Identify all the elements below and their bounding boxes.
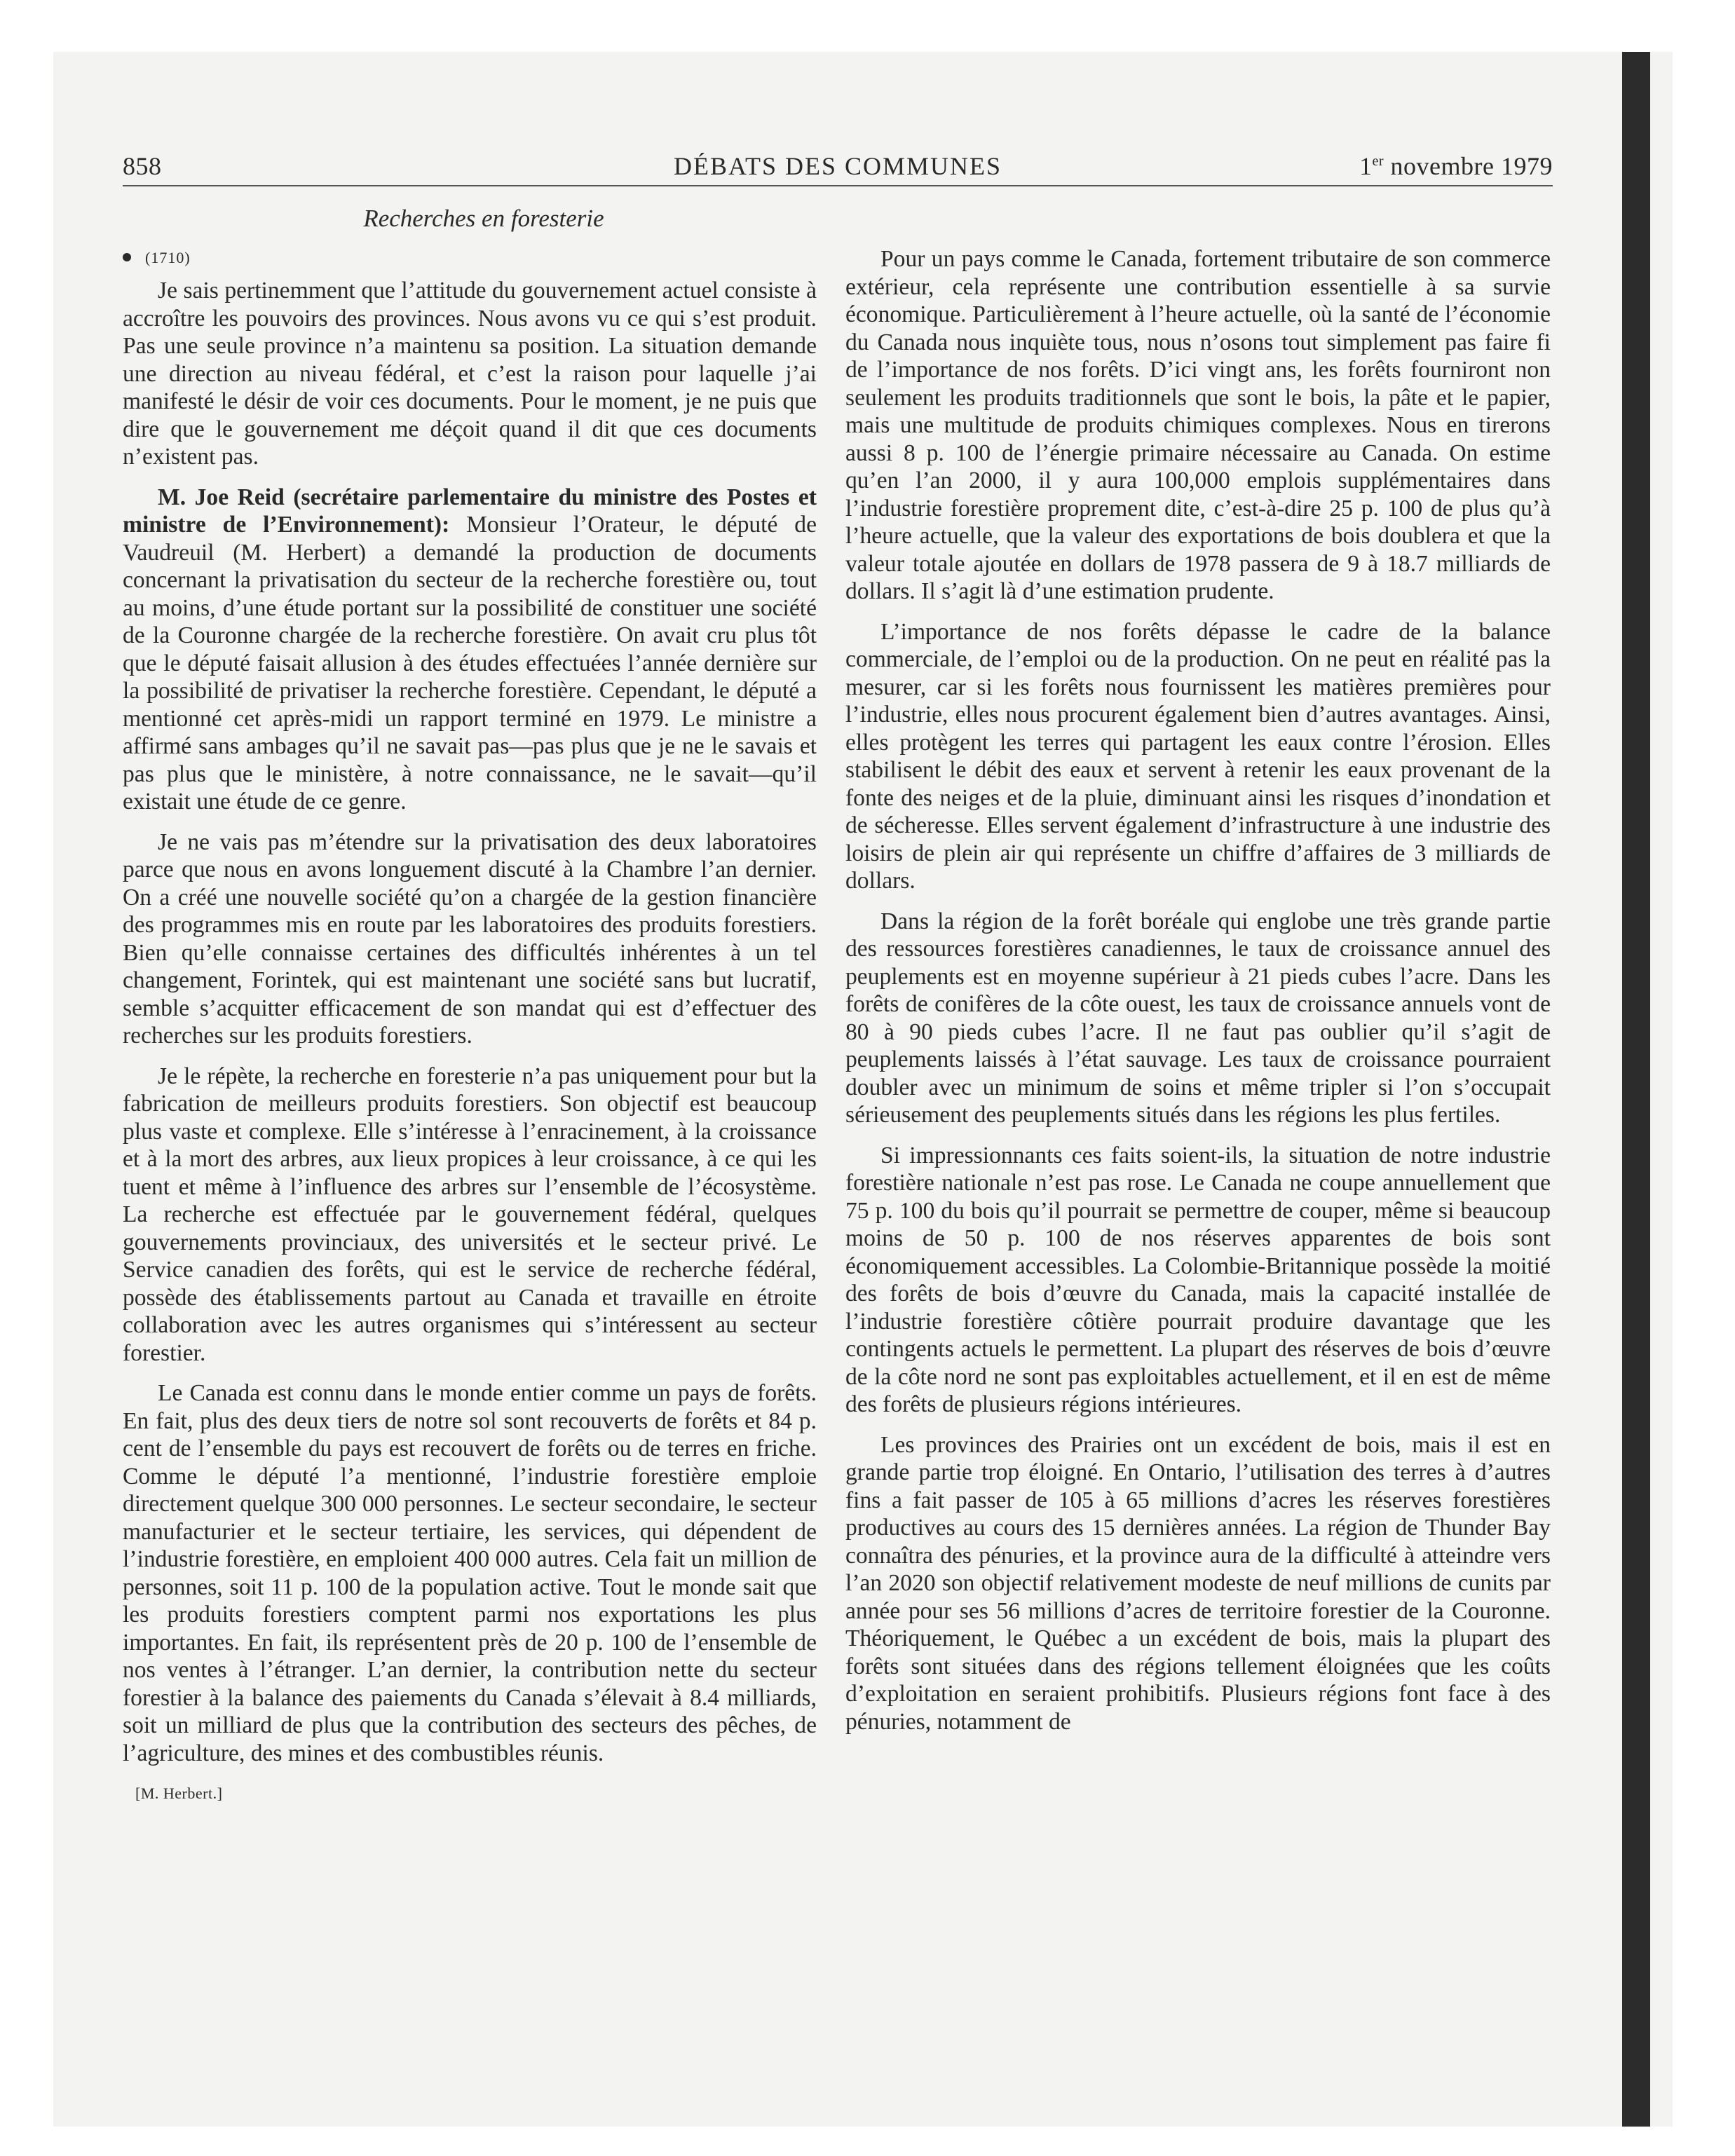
time-marker <box>123 244 817 272</box>
left-column <box>123 205 817 1808</box>
paragraph: Si impressionnants ces faits soient-ils, la situation de notre industrie forestière nationale n’est pas rose. Le Canada ne coupe annuellement que 75 p. 100 du bois qu’il pourrait se permettre de couper, même si beaucoup moins de 50 p. 100 de nos réserves apparentes de bois sont économiquement accessibles. La Colombie-Britannique possède la moitié des forêts de bois d’œuvre du Canada, mais la capacité installée de l’industrie forestière côtière pourrait produire davantage que les contingents actuels le permettent. La plupart des réserves de bois d’œuvre de la côte nord ne sont pas exploitables actuellement, et il en est de même des forêts de plusieurs régions intérieures. <box>845 1142 1551 1417</box>
page-header <box>123 151 1553 184</box>
date-day: 1 <box>1359 152 1373 180</box>
paragraph: Dans la région de la forêt boréale qui englobe une très grande partie des ressources forestières canadiennes, le taux de croissance annuel des peuplements est en moyenne supérieur à 21 pieds cubes l’acre. Dans les forêts de conifères de la côte ouest, les taux de croissance annuels vont de 80 à 90 pieds cubes l’acre. Il ne faut pas oublier qu’il s’agit de peuplements laissés à l’état sauvage. Les taux de croissance pourraient doubler avec un minimum de soins et même tripler si l’on s’occupait sérieusement des peuplements situés dans les régions les plus fertiles. <box>845 908 1551 1128</box>
header-date <box>1359 151 1553 181</box>
speaker-name: M. Joe Reid (secrétaire parlementaire du ministre des Postes et ministre de l’Environnement): <box>123 484 817 538</box>
paragraph-speech <box>123 484 817 816</box>
date-rest: novembre 1979 <box>1384 152 1553 180</box>
paragraph: Je ne vais pas m’étendre sur la privatisation des deux laboratoires parce que nous en avons longuement discuté à la Chambre l’an dernier. On a créé une nouvelle société qu’on a chargée de la gestion financière des programmes mis en route par les laboratoires des produits forestiers. Bien qu’elle connaisse certaines des difficultés inhérentes à un tel changement, Forintek, qui est maintenant une société sans but lucratif, semble s’acquitter efficacement de son mandat qui est d’effectuer des recherches sur les produits forestiers. <box>123 828 817 1049</box>
paragraph: L’importance de nos forêts dépasse le cadre de la balance commerciale, de l’emploi ou de la production. On ne peut en réalité pas la mesurer, car si les forêts nous fournissent les matières premières pour l’industrie, elles nous procurent également bien d’autres avantages. Ainsi, elles protègent les terres qui partagent les eaux contre l’érosion. Elles stabilisent le débit des eaux et servent à retenir les eaux provenant de la fonte des neiges et de la pluie, diminuant ainsi les risques d’inondation et de sécheresse. Elles servent également d’infrastructure à une industrie des loisirs de plein air qui représente un chiffre d’affaires de 3 milliards de dollars. <box>845 618 1551 894</box>
paragraph: Le Canada est connu dans le monde entier comme un pays de forêts. En fait, plus des deux tiers de notre sol sont recouverts de forêts et 84 p. cent de l’ensemble du pays est recouvert de forêts ou de terres en friche. Comme le député l’a mentionné, l’industrie forestière emploie directement quelque 300 000 personnes. Le secteur secondaire, le secteur manufacturier et le secteur tertiaire, les services, qui dépendent de l’industrie forestière, en emploient 400 000 autres. Cela fait un million de personnes, soit 11 p. 100 de la population active. Tout le monde sait que les produits forestiers comptent parmi nos exportations les plus importantes. En fait, ils représentent près de 20 p. 100 de l’ensemble de nos ventes à l’étranger. L’an dernier, la contribution nette du secteur forestier à la balance des paiements du Canada s’élevait à 8.4 milliards, soit un milliard de plus que la contribution des secteurs des pêches, de l’agriculture, des mines et des combustibles réunis. <box>123 1380 817 1766</box>
paragraph: Je le répète, la recherche en foresterie n’a pas uniquement pour but la fabrication de meilleurs produits forestiers. Son objectif est beaucoup plus vaste et complexe. Elle s’intéresse à l’enracinement, à la croissance et à la mort des arbres, aux lieux propices à leur croissance, à ce qui les tuent et même à l’influence des arbres sur l’ensemble de l’écosystème. La recherche est effectuée par le gouvernement fédéral, quelques gouvernements provinciaux, des universités et le secteur privé. Le Service canadien des forêts, qui est le service de recherche fédéral, possède des établissements partout au Canada et travaille en étroite collaboration avec les autres organismes qui s’intéressent au secteur forestier. <box>123 1063 817 1366</box>
journal-title: DÉBATS DES COMMUNES <box>673 152 1002 180</box>
header-rule <box>123 185 1553 186</box>
date-superscript: er <box>1372 153 1384 169</box>
time-marker-text: (1710) <box>145 248 191 266</box>
page-number: 858 <box>123 152 162 180</box>
scan-edge-shadow <box>1622 52 1650 2127</box>
section-heading: Recherches en foresterie <box>363 205 604 232</box>
paragraph: Je sais pertinemment que l’attitude du gouvernement actuel consiste à accroître les pouvoirs des provinces. Nous avons vu ce qui s’est produit. Pas une seule province n’a maintenu sa position. La situation demande une direction au niveau fédéral, et c’est la raison pour laquelle j’ai manifesté le désir de voir ces documents. Pour le moment, je ne puis que dire que le gouvernement me déçoit quand il dit que ces documents n’existent pas. <box>123 278 817 470</box>
right-column <box>845 245 1551 1748</box>
speech-text: Monsieur l’Orateur, le député de Vaudreuil (M. Herbert) a demandé la production de documents concernant la privatisation du secteur de la recherche forestière ou, tout au moins, d’une étude portant sur la possibilité de constituer une société de la Couronne chargée de la recherche forestière. On avait cru plus tôt que le député faisait allusion à des études effectuées l’année dernière sur la possibilité de privatiser la recherche forestière. Cependant, le député a mentionné cet après-midi un rapport terminé en 1979. Le ministre a affirmé sans ambages qu’il ne savait pas—pas plus que je ne le savais et pas plus que le ministère, à notre connaissance, ne le savait—qu’il existait une étude de ce genre. <box>123 512 817 814</box>
attribution: [M. Herbert.] <box>135 1785 223 1802</box>
bullet-dot-icon <box>123 253 131 261</box>
paragraph: Les provinces des Prairies ont un excédent de bois, mais il est en grande partie trop éloigné. En Ontario, l’utilisation des terres à d’autres fins a fait passer de 105 à 65 millions d’acres les réserves forestières productives au cours des 15 dernières années. La région de Thunder Bay connaîtra des pénuries, et la province aura de la difficulté à atteindre vers l’an 2020 son objectif relativement modeste de neuf millions de cunits par année pour ses 56 millions d’acres de territoire forestier de la Couronne. Théoriquement, le Québec a un excédent de bois, mais la plupart des forêts sont situées dans des régions tellement éloignées que les coûts d’exploitation en seraient prohibitifs. Plusieurs régions font face à des pénuries, notamment de <box>845 1431 1551 1735</box>
paragraph: Pour un pays comme le Canada, fortement tributaire de son commerce extérieur, cela représente une contribution essentielle à sa survie économique. Particulièrement à l’heure actuelle, où la santé de l’économie du Canada nous inquiète tous, nous n’osons tout simplement pas faire fi de l’importance de nos forêts. D’ici vingt ans, les forêts fourniront non seulement les produits traditionnels que sont le bois, la pâte et le papier, mais une multitude de produits chimiques complexes. Nous en tirerons aussi 8 p. 100 de l’énergie primaire nécessaire au Canada. On estime qu’en l’an 2000, il y aura 100,000 emplois supplémentaires dans l’industrie forestière proprement dite, c’est-à-dire 25 p. 100 de plus qu’à l’heure actuelle, que la valeur des exportations de bois doublera et que la valeur totale ajoutée en dollars de 1978 passera de 9 à 18.7 milliards de dollars. Il s’agit là d’une estimation prudente. <box>845 246 1551 604</box>
